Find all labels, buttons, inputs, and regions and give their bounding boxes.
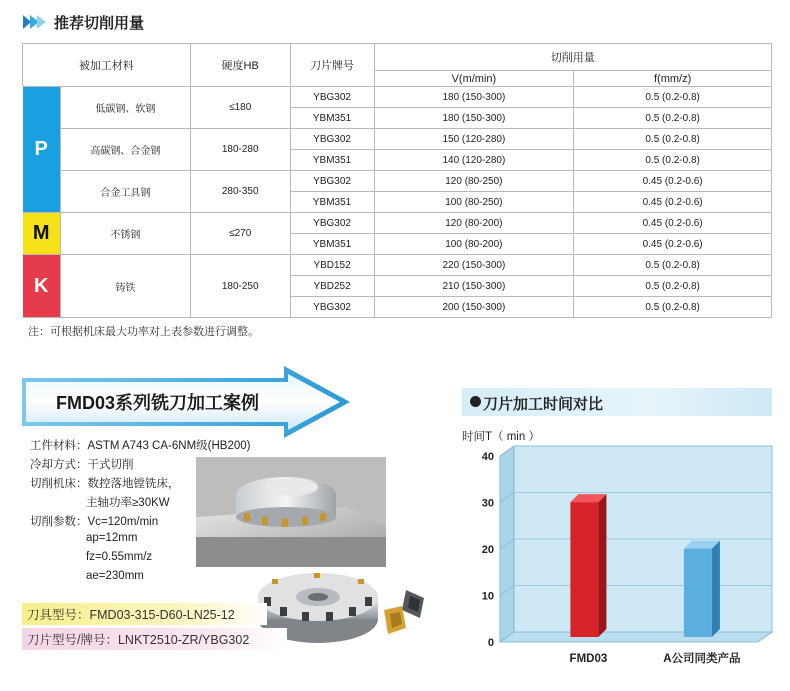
v-cell: 180 (150-300) (374, 87, 574, 108)
header-f: f(mm/z) (574, 71, 772, 87)
chart-title: 刀片加工时间对比 (483, 396, 604, 413)
bar-side (598, 494, 606, 637)
x-tick-label: A公司同类产品 (663, 653, 741, 665)
hardness-cell: 280-350 (190, 171, 290, 213)
table-row (23, 213, 772, 234)
header-cutting: 切削用量 (374, 44, 771, 71)
f-cell: 0.45 (0.2-0.6) (574, 192, 772, 213)
table-row (23, 171, 772, 192)
insert-image (380, 588, 432, 636)
grade-cell: YBM351 (290, 234, 374, 255)
table-row (23, 255, 772, 276)
grade-cell: YBG302 (290, 297, 374, 318)
table-note: 注：可根据机床最大功率对上表参数进行调整。 (28, 326, 259, 338)
v-cell: 120 (80-250) (374, 171, 574, 192)
f-cell: 0.5 (0.2-0.8) (574, 276, 772, 297)
tool-model-line: 刀具型号：FMD03-315-D60-LN25-12 (22, 603, 267, 625)
hardness-cell: ≤270 (190, 213, 290, 255)
header-grade: 刀片牌号 (290, 44, 374, 87)
v-cell: 180 (150-300) (374, 108, 574, 129)
y-tick-label: 0 (487, 637, 494, 649)
f-cell: 0.45 (0.2-0.6) (574, 171, 772, 192)
spec-ae: ae=230mm (86, 570, 144, 582)
grade-cell: YBD252 (290, 276, 374, 297)
grade-cell: YBG302 (290, 87, 374, 108)
header-v: V(m/min) (374, 71, 574, 87)
f-cell: 0.45 (0.2-0.6) (574, 234, 772, 255)
spec-ap: ap=12mm (86, 532, 138, 544)
grade-cell: YBM351 (290, 150, 374, 171)
material-cell: 低碳钢、软钢 (60, 87, 190, 129)
group-label: K (23, 255, 61, 318)
double-arrow-icon (22, 13, 48, 31)
spec-machine: 切削机床：数控落地镗铣床， (30, 478, 180, 490)
material-cell: 铸铁 (60, 255, 190, 318)
spec-cooling: 冷却方式：干式切削 (30, 459, 134, 471)
hardness-cell: 180-280 (190, 129, 290, 171)
v-cell: 200 (150-300) (374, 297, 574, 318)
bullet-icon (470, 396, 481, 407)
y-tick-label: 40 (481, 451, 494, 463)
spec-machine-power: 主轴功率≥30KW (86, 497, 170, 509)
grade-cell: YBG302 (290, 213, 374, 234)
grade-cell: YBD152 (290, 255, 374, 276)
insert-model-line: 刀片型号/牌号：LNKT2510-ZR/YBG302 (22, 628, 287, 650)
group-label: P (23, 87, 61, 213)
material-cell: 合金工具钢 (60, 171, 190, 213)
header-material: 被加工材料 (23, 44, 191, 87)
v-cell: 220 (150-300) (374, 255, 574, 276)
chart-ylabel: 时间T（ min ） (462, 431, 540, 443)
table-row (23, 87, 772, 108)
v-cell: 150 (120-280) (374, 129, 574, 150)
grade-cell: YBM351 (290, 108, 374, 129)
spec-fz: fz=0.55mm/z (86, 551, 153, 563)
table-row (23, 129, 772, 150)
material-cell: 不锈钢 (60, 213, 190, 255)
bar (570, 502, 598, 637)
material-cell: 高碳钢、合金钢 (60, 129, 190, 171)
f-cell: 0.5 (0.2-0.8) (574, 87, 772, 108)
v-cell: 210 (150-300) (374, 276, 574, 297)
hardness-cell: ≤180 (190, 87, 290, 129)
y-tick-label: 20 (481, 544, 494, 556)
case-banner-title: FMD03系列铣刀加工案例 (56, 393, 260, 413)
cutting-parameters-table (22, 43, 772, 318)
hardness-cell: 180-250 (190, 255, 290, 318)
grade-cell: YBG302 (290, 129, 374, 150)
y-tick-label: 30 (481, 497, 494, 510)
chart-floor (500, 632, 772, 642)
f-cell: 0.5 (0.2-0.8) (574, 255, 772, 276)
spec-params: 切削参数：Vc=120m/min (30, 516, 159, 528)
time-comparison-chart (462, 440, 778, 670)
y-tick-label: 10 (481, 590, 494, 603)
grade-cell: YBM351 (290, 192, 374, 213)
header-hardness: 硬度HB (190, 44, 290, 87)
v-cell: 120 (80-200) (374, 213, 574, 234)
bar (684, 549, 712, 637)
v-cell: 100 (80-250) (374, 192, 574, 213)
f-cell: 0.5 (0.2-0.8) (574, 297, 772, 318)
spec-workpiece: 工件材料：ASTM A743 CA-6NM级(HB200) (30, 440, 251, 452)
v-cell: 100 (80-200) (374, 234, 574, 255)
x-tick-label: FMD03 (569, 653, 608, 665)
f-cell: 0.45 (0.2-0.6) (574, 213, 772, 234)
grade-cell: YBG302 (290, 171, 374, 192)
bar-side (712, 541, 720, 637)
section-title: 推荐切削用量 (22, 10, 144, 34)
f-cell: 0.5 (0.2-0.8) (574, 150, 772, 171)
group-label: M (23, 213, 61, 255)
v-cell: 140 (120-280) (374, 150, 574, 171)
f-cell: 0.5 (0.2-0.8) (574, 129, 772, 150)
f-cell: 0.5 (0.2-0.8) (574, 108, 772, 129)
machining-photo (196, 457, 386, 567)
